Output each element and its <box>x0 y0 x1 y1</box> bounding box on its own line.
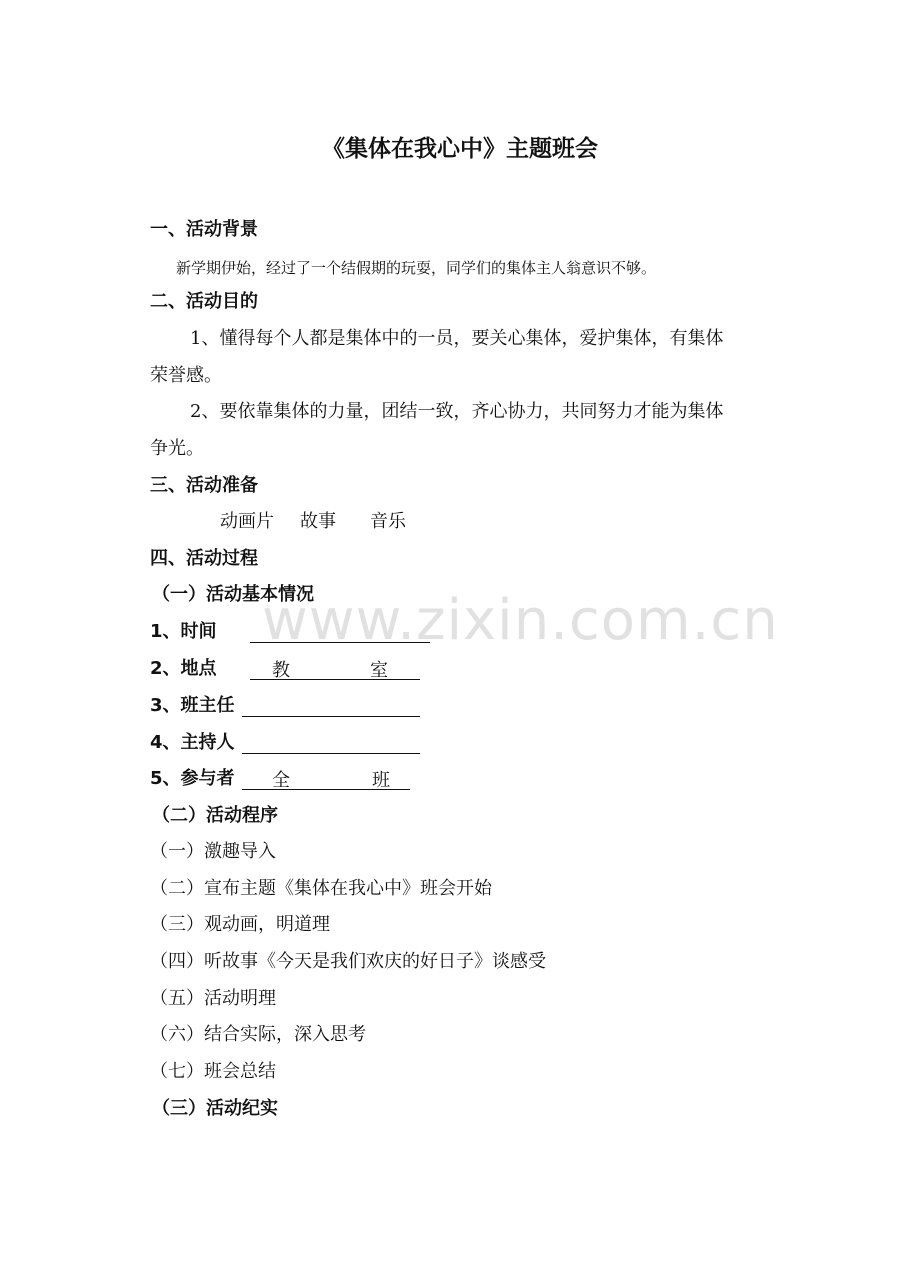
heading-background: 一、活动背景 <box>150 219 258 240</box>
label-teacher: 3、班主任 <box>150 695 235 716</box>
heading-record: （三）活动纪实 <box>152 1098 278 1119</box>
label-place: 2、地点 <box>150 658 217 679</box>
prep-item-story: 故事 <box>300 511 336 532</box>
procedure-step: （五）活动明理 <box>150 988 276 1009</box>
purpose-2-line2: 争光。 <box>150 438 204 459</box>
purpose-1-line2: 荣誉感。 <box>150 365 222 386</box>
place-field <box>250 657 420 680</box>
document-title: 《集体在我心中》主题班会 <box>322 136 598 162</box>
heading-procedure: （二）活动程序 <box>152 805 278 826</box>
place-value-1: 教 <box>272 660 290 681</box>
heading-process: 四、活动过程 <box>150 548 258 569</box>
teacher-blank <box>242 694 420 717</box>
procedure-step: （四）听故事《今天是我们欢庆的好日子》谈感受 <box>150 951 546 972</box>
prep-item-music: 音乐 <box>370 511 406 532</box>
background-text: 新学期伊始，经过了一个结假期的玩耍，同学们的集体主人翁意识不够。 <box>176 259 657 277</box>
time-blank <box>250 620 430 643</box>
procedure-step: （七）班会总结 <box>150 1061 276 1082</box>
prep-item-animation: 动画片 <box>220 511 274 532</box>
participants-field <box>242 767 410 790</box>
purpose-1-line1: 1、懂得每个人都是集体中的一员，要关心集体，爱护集体，有集体 <box>190 328 724 349</box>
heading-basic-info: （一）活动基本情况 <box>152 584 314 605</box>
label-host: 4、主持人 <box>150 732 235 753</box>
procedure-step: （二）宣布主题《集体在我心中》班会开始 <box>150 878 492 899</box>
watermark: www.zixin.com.cn <box>262 588 779 653</box>
label-participants: 5、参与者 <box>150 768 235 789</box>
participants-value-1: 全 <box>272 770 290 791</box>
heading-preparation: 三、活动准备 <box>150 475 258 496</box>
place-value-2: 室 <box>370 660 388 681</box>
procedure-step: （六）结合实际，深入思考 <box>150 1024 366 1045</box>
procedure-step: （三）观动画，明道理 <box>150 914 330 935</box>
host-blank <box>242 731 420 754</box>
participants-value-2: 班 <box>372 770 390 791</box>
purpose-2-line1: 2、要依靠集体的力量，团结一致，齐心协力，共同努力才能为集体 <box>190 401 724 422</box>
procedure-step: （一）激趣导入 <box>150 841 276 862</box>
heading-purpose: 二、活动目的 <box>150 291 258 312</box>
label-time: 1、时间 <box>150 621 217 642</box>
